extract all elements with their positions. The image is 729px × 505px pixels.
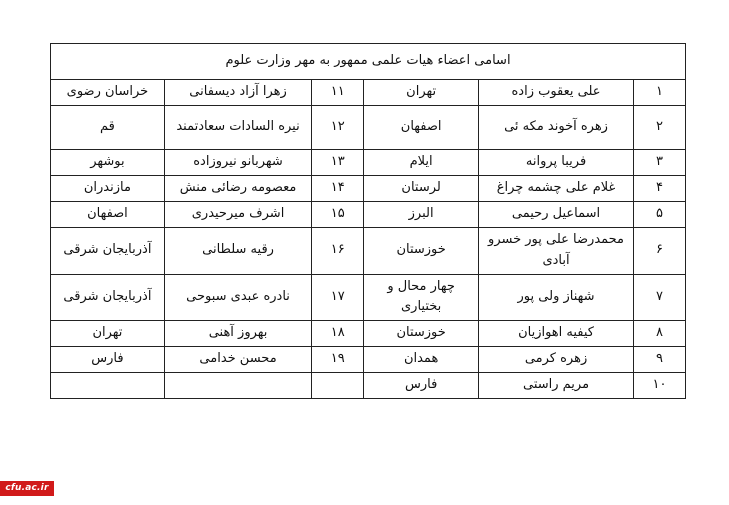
member-province: ایلام (364, 150, 479, 176)
table-row (51, 228, 686, 275)
member-name (164, 373, 311, 399)
row-number: ۱ (634, 80, 686, 106)
member-province: چهار محال و بختیاری (364, 274, 479, 321)
table-row (51, 373, 686, 399)
member-province: تهران (51, 321, 165, 347)
member-province: خراسان رضوی (51, 80, 165, 106)
row-number: ۱۸ (312, 321, 364, 347)
member-name: محسن خدامی (164, 347, 311, 373)
member-province: همدان (364, 347, 479, 373)
member-province: قم (51, 106, 165, 150)
member-name: زهرا آزاد دیسفانی (164, 80, 311, 106)
member-province: آذربایجان شرقی (51, 274, 165, 321)
table-row (51, 176, 686, 202)
table-row (51, 150, 686, 176)
row-number: ۱۲ (312, 106, 364, 150)
row-number: ۱۵ (312, 202, 364, 228)
member-name: شهناز ولی پور (479, 274, 634, 321)
row-number: ۴ (634, 176, 686, 202)
row-number: ۱۴ (312, 176, 364, 202)
member-name: غلام علی چشمه چراغ (479, 176, 634, 202)
table-row (51, 106, 686, 150)
member-province: آذربایجان شرقی (51, 228, 165, 275)
member-name: علی یعقوب زاده (479, 80, 634, 106)
table-row (51, 347, 686, 373)
member-name: فریبا پروانه (479, 150, 634, 176)
member-province: خوزستان (364, 321, 479, 347)
table-row (51, 321, 686, 347)
row-number: ۶ (634, 228, 686, 275)
row-number: ۹ (634, 347, 686, 373)
member-name: شهربانو نیروزاده (164, 150, 311, 176)
faculty-table (50, 43, 686, 399)
member-name: زهره آخوند مکه ئی (479, 106, 634, 150)
row-number (312, 373, 364, 399)
table-title-row (51, 44, 686, 80)
row-number: ۱۷ (312, 274, 364, 321)
row-number: ۱۰ (634, 373, 686, 399)
row-number: ۲ (634, 106, 686, 150)
member-name: اشرف میرحیدری (164, 202, 311, 228)
member-name: رقیه سلطانی (164, 228, 311, 275)
member-province: فارس (51, 347, 165, 373)
table-row (51, 274, 686, 321)
row-number: ۱۶ (312, 228, 364, 275)
member-province: اصفهان (364, 106, 479, 150)
member-province: بوشهر (51, 150, 165, 176)
member-province: تهران (364, 80, 479, 106)
member-name: مریم راستی (479, 373, 634, 399)
member-name: اسماعیل رحیمی (479, 202, 634, 228)
member-province: اصفهان (51, 202, 165, 228)
table-title: اسامی اعضاء هیات علمی ممهور به مهر وزارت علوم (51, 44, 686, 80)
member-name: نادره عبدی سبوحی (164, 274, 311, 321)
member-name: زهره کرمی (479, 347, 634, 373)
member-province: لرستان (364, 176, 479, 202)
member-province (51, 373, 165, 399)
member-province: مازندران (51, 176, 165, 202)
row-number: ۱۹ (312, 347, 364, 373)
row-number: ۵ (634, 202, 686, 228)
member-province: خوزستان (364, 228, 479, 275)
row-number: ۸ (634, 321, 686, 347)
member-name: معصومه رضائی منش (164, 176, 311, 202)
table-row (51, 80, 686, 106)
member-name: کیفیه اهوازیان (479, 321, 634, 347)
table-row (51, 202, 686, 228)
member-province: البرز (364, 202, 479, 228)
member-name: محمدرضا علی پور خسرو آبادی (479, 228, 634, 275)
row-number: ۷ (634, 274, 686, 321)
site-logo: cfu.ac.ir (0, 481, 54, 496)
row-number: ۳ (634, 150, 686, 176)
member-name: نیره السادات سعادتمند (164, 106, 311, 150)
member-province: فارس (364, 373, 479, 399)
row-number: ۱۱ (312, 80, 364, 106)
member-name: بهروز آهنی (164, 321, 311, 347)
row-number: ۱۳ (312, 150, 364, 176)
